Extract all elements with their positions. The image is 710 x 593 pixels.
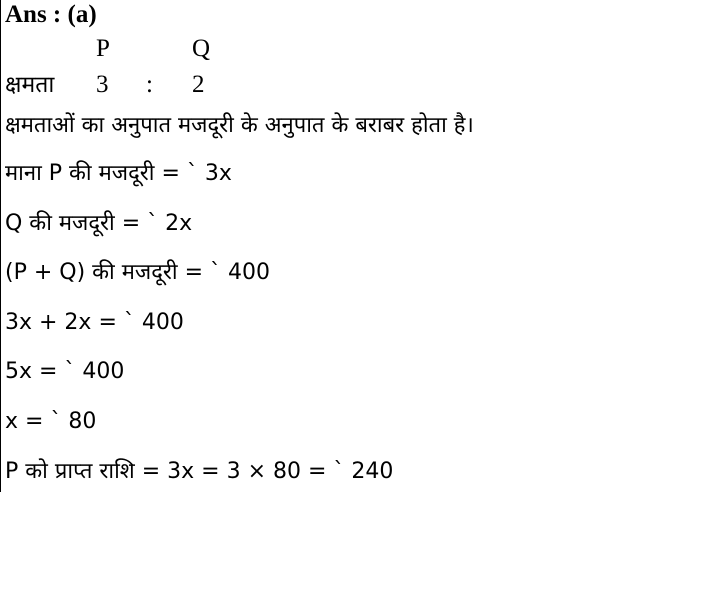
capacity-separator: :	[146, 71, 153, 98]
solution-line-q-wage: Q की मजदूरी = ` 2x	[5, 211, 193, 236]
solution-line-result: P को प्राप्त राशि = 3x = 3 × 80 = ` 240	[5, 459, 394, 484]
capacity-q-value: 2	[192, 71, 205, 98]
solution-line-x: x = ` 80	[5, 409, 97, 434]
capacity-p-value: 3	[96, 71, 109, 98]
header-q: Q	[192, 35, 211, 62]
solution-line-total-wage: (P + Q) की मजदूरी = ` 400	[5, 260, 271, 285]
statement-line: क्षमताओं का अनुपात मजदूरी के अनुपात के बराबर होता है।	[5, 113, 474, 138]
solution-line-5x: 5x = ` 400	[5, 359, 125, 384]
capacity-label: क्षमता	[5, 72, 55, 98]
solution-line-sum: 3x + 2x = ` 400	[5, 310, 184, 335]
answer-label: Ans : (a)	[5, 1, 97, 28]
left-border-line	[0, 0, 1, 492]
solution-line-p-wage: माना P की मजदूरी = ` 3x	[5, 161, 232, 186]
header-p: P	[96, 35, 110, 62]
